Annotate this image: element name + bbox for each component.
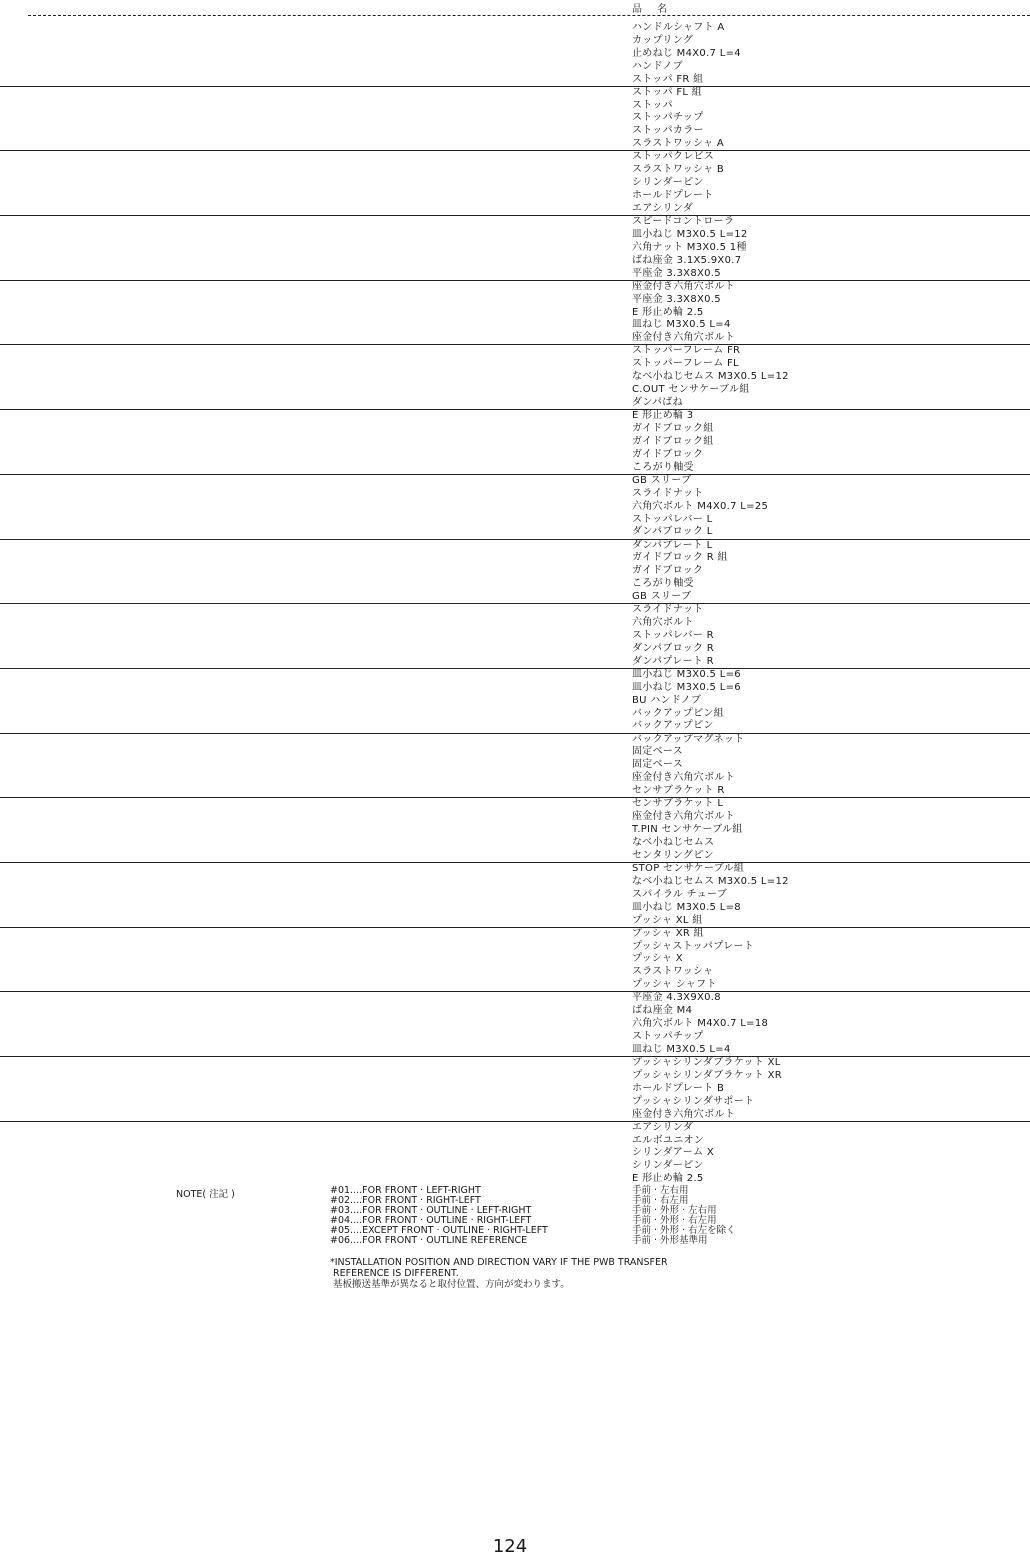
part-name: スラストワッシャ B (632, 164, 725, 176)
notes-heading: NOTE( 注記 ) (176, 1189, 235, 1200)
part-name: ホールドプレート (632, 190, 714, 202)
part-group (0, 540, 1030, 605)
parts-list (0, 22, 1030, 1186)
part-name: ダンパばね (632, 397, 683, 409)
part-name: ストッパレバー R (632, 629, 714, 641)
part-name: ガイドブロック (632, 565, 704, 577)
part-name: エアシリンダ (632, 202, 693, 214)
part-name: 六角穴ボルト M4X0.7 L=18 (632, 1018, 769, 1030)
part-name: バックアップマグネット (632, 733, 745, 745)
part-name: スパイラル チューブ (632, 888, 728, 900)
part-name: ガイドブロック (632, 448, 704, 460)
note-japanese: 手前 · 外形 · 右左を除く (632, 1225, 736, 1236)
part-name: 皿ねじ M3X0.5 L=4 (632, 1043, 731, 1055)
part-name: プッシャ シャフト (632, 979, 717, 991)
part-group (0, 798, 1030, 863)
note-english: #02....FOR FRONT · RIGHT-LEFT (330, 1195, 481, 1206)
header-divider (28, 15, 1030, 16)
caution-note (330, 1257, 668, 1290)
part-group (0, 1122, 1030, 1187)
part-name: 座金付き六角穴ボルト (632, 280, 735, 292)
note-english: #01....FOR FRONT · LEFT-RIGHT (330, 1185, 481, 1196)
part-name: ダンパブロック L (632, 526, 713, 538)
part-name: センサブラケット L (632, 798, 724, 810)
part-name: 六角ナット M3X0.5 1種 (632, 241, 747, 253)
part-name: ストッパチップ (632, 112, 704, 124)
part-group (0, 87, 1030, 152)
part-name: センサブラケット R (632, 785, 725, 797)
part-group (0, 345, 1030, 410)
part-name: シリンダーピン (632, 1160, 704, 1172)
note-japanese: 手前 · 外形基準用 (632, 1235, 708, 1246)
caution-english-line-2: REFERENCE IS DIFFERENT. (333, 1268, 459, 1279)
part-name: E 形止め輪 3 (632, 410, 694, 422)
part-name: ストッパ (632, 99, 673, 111)
part-name: スラストワッシャ A (632, 138, 725, 150)
part-name: 皿小ねじ M3X0.5 L=12 (632, 228, 748, 240)
part-name: ころがり軸受 (632, 461, 694, 473)
note-english: #03....FOR FRONT · OUTLINE · LEFT-RIGHT (330, 1205, 532, 1216)
part-name: バックアップピン (632, 720, 714, 732)
part-group (0, 604, 1030, 669)
part-name: ハンドルシャフト A (632, 22, 725, 33)
part-group (0, 22, 1030, 87)
part-name: T.PIN センサケーブル組 (632, 824, 743, 836)
part-name: E 形止め輪 2.5 (632, 1173, 704, 1185)
part-name: ガイドブロック組 (632, 423, 714, 435)
page-number: 124 (492, 1536, 528, 1557)
part-name: 皿小ねじ M3X0.5 L=6 (632, 668, 741, 680)
part-name: 止めねじ M4X0.7 L=4 (632, 47, 741, 59)
part-group (0, 216, 1030, 281)
part-name: 六角穴ボルト M4X0.7 L=25 (632, 500, 769, 512)
note-english: #06....FOR FRONT · OUTLINE REFERENCE (330, 1235, 528, 1246)
part-name: 座金付き六角穴ボルト (632, 811, 735, 823)
part-name: プッシャシリンダブラケット XL (632, 1057, 781, 1068)
part-name: カップリング (632, 34, 694, 46)
note-japanese: 手前 · 外形 · 右左用 (632, 1215, 717, 1226)
part-group (0, 1057, 1030, 1122)
part-name: 固定ベース (632, 746, 683, 758)
part-name: 平座金 4.3X9X0.8 (632, 992, 721, 1004)
part-name: 皿小ねじ M3X0.5 L=6 (632, 681, 741, 693)
part-name: GB スリーブ (632, 474, 692, 486)
part-name: ダンパブロック R (632, 642, 715, 654)
part-group (0, 151, 1030, 216)
part-group (0, 992, 1030, 1057)
part-name: 平座金 3.3X8X0.5 (632, 267, 721, 279)
part-name: なべ小ねじセムス M3X0.5 L=12 (632, 371, 789, 383)
part-name: プッシャシリンダブラケット XR (632, 1069, 782, 1081)
part-name: スピードコントローラ (632, 216, 735, 228)
part-name: プッシャ XR 組 (632, 927, 704, 939)
part-name: シリンダーピン (632, 177, 704, 189)
part-name: ばね座金 3.1X5.9X0.7 (632, 254, 742, 266)
part-name: C.OUT センサケーブル組 (632, 384, 750, 396)
part-name: 座金付き六角穴ボルト (632, 772, 735, 784)
part-name: 座金付き六角穴ボルト (632, 1108, 735, 1120)
part-name: E 形止め輪 2.5 (632, 306, 704, 318)
part-name: STOP センサケーブル組 (632, 862, 745, 874)
part-name: 固定ベース (632, 759, 683, 771)
part-name: ホールドプレート B (632, 1082, 725, 1094)
part-name: ガイドブロック組 (632, 435, 714, 447)
note-english: #04....FOR FRONT · OUTLINE · RIGHT-LEFT (330, 1215, 532, 1226)
part-name: プッシャ XL 組 (632, 914, 703, 926)
part-group (0, 734, 1030, 799)
part-group (0, 863, 1030, 928)
part-group (0, 281, 1030, 346)
part-name: シリンダアーム X (632, 1147, 715, 1159)
note-japanese: 手前 · 外形 · 左右用 (632, 1205, 717, 1216)
part-name: 座金付き六角穴ボルト (632, 332, 735, 344)
part-name: ストッパカラー (632, 125, 704, 137)
part-name: なべ小ねじセムス (632, 836, 715, 848)
part-name: ダンパプレート L (632, 539, 713, 551)
part-name: ころがり軸受 (632, 578, 694, 590)
part-group (0, 928, 1030, 993)
part-name: ストッパーフレーム FL (632, 358, 739, 370)
part-name: 平座金 3.3X8X0.5 (632, 293, 721, 305)
part-name: BU ハンドノブ (632, 694, 702, 706)
caution-english-line-1: *INSTALLATION POSITION AND DIRECTION VARY IF THE PWB TRANSFER (330, 1257, 668, 1268)
part-name: バックアップピン組 (632, 707, 724, 719)
part-name: スライドナット (632, 604, 704, 616)
column-header-part-name: 品 名 (632, 4, 674, 15)
part-name: ストッパーフレーム FR (632, 345, 741, 357)
part-name: ばね座金 M4 (632, 1005, 693, 1017)
part-name: GB スリーブ (632, 591, 692, 603)
part-name: ストッパクレビス (632, 151, 715, 163)
note-english: #05....EXCEPT FRONT · OUTLINE · RIGHT-LEFT (330, 1225, 548, 1236)
part-group (0, 475, 1030, 540)
part-name: ストッパチップ (632, 1031, 704, 1042)
part-name: プッシャシリンダサポート (632, 1095, 755, 1107)
part-group (0, 410, 1030, 475)
part-group (0, 669, 1030, 734)
note-japanese: 手前 · 左右用 (632, 1185, 689, 1196)
part-name: ストッパレバー L (632, 513, 713, 525)
part-name: ガイドブロック R 組 (632, 552, 728, 564)
part-name: 皿ねじ M3X0.5 L=4 (632, 319, 731, 331)
note-japanese: 手前 · 右左用 (632, 1195, 689, 1206)
caution-japanese: 基板搬送基準が異なると取付位置、方向が変わります。 (333, 1279, 570, 1290)
part-name: プッシャストッパプレート (632, 940, 754, 952)
part-name: スライドナット (632, 487, 704, 499)
part-name: エルボユニオン (632, 1134, 705, 1146)
part-name: ストッパ FR 組 (632, 73, 704, 85)
part-name: 六角穴ボルト (632, 617, 694, 629)
part-name: プッシャ X (632, 953, 683, 965)
part-name: ストッパ FL 組 (632, 86, 703, 98)
part-name: ハンドノブ (632, 60, 683, 72)
part-name: 皿小ねじ M3X0.5 L=8 (632, 901, 741, 913)
part-name: エアシリンダ (632, 1121, 693, 1133)
part-name: ダンパプレート R (632, 655, 714, 667)
part-name: センタリングピン (632, 849, 714, 861)
part-name: なべ小ねじセムス M3X0.5 L=12 (632, 875, 789, 887)
part-name: スラストワッシャ (632, 966, 714, 978)
